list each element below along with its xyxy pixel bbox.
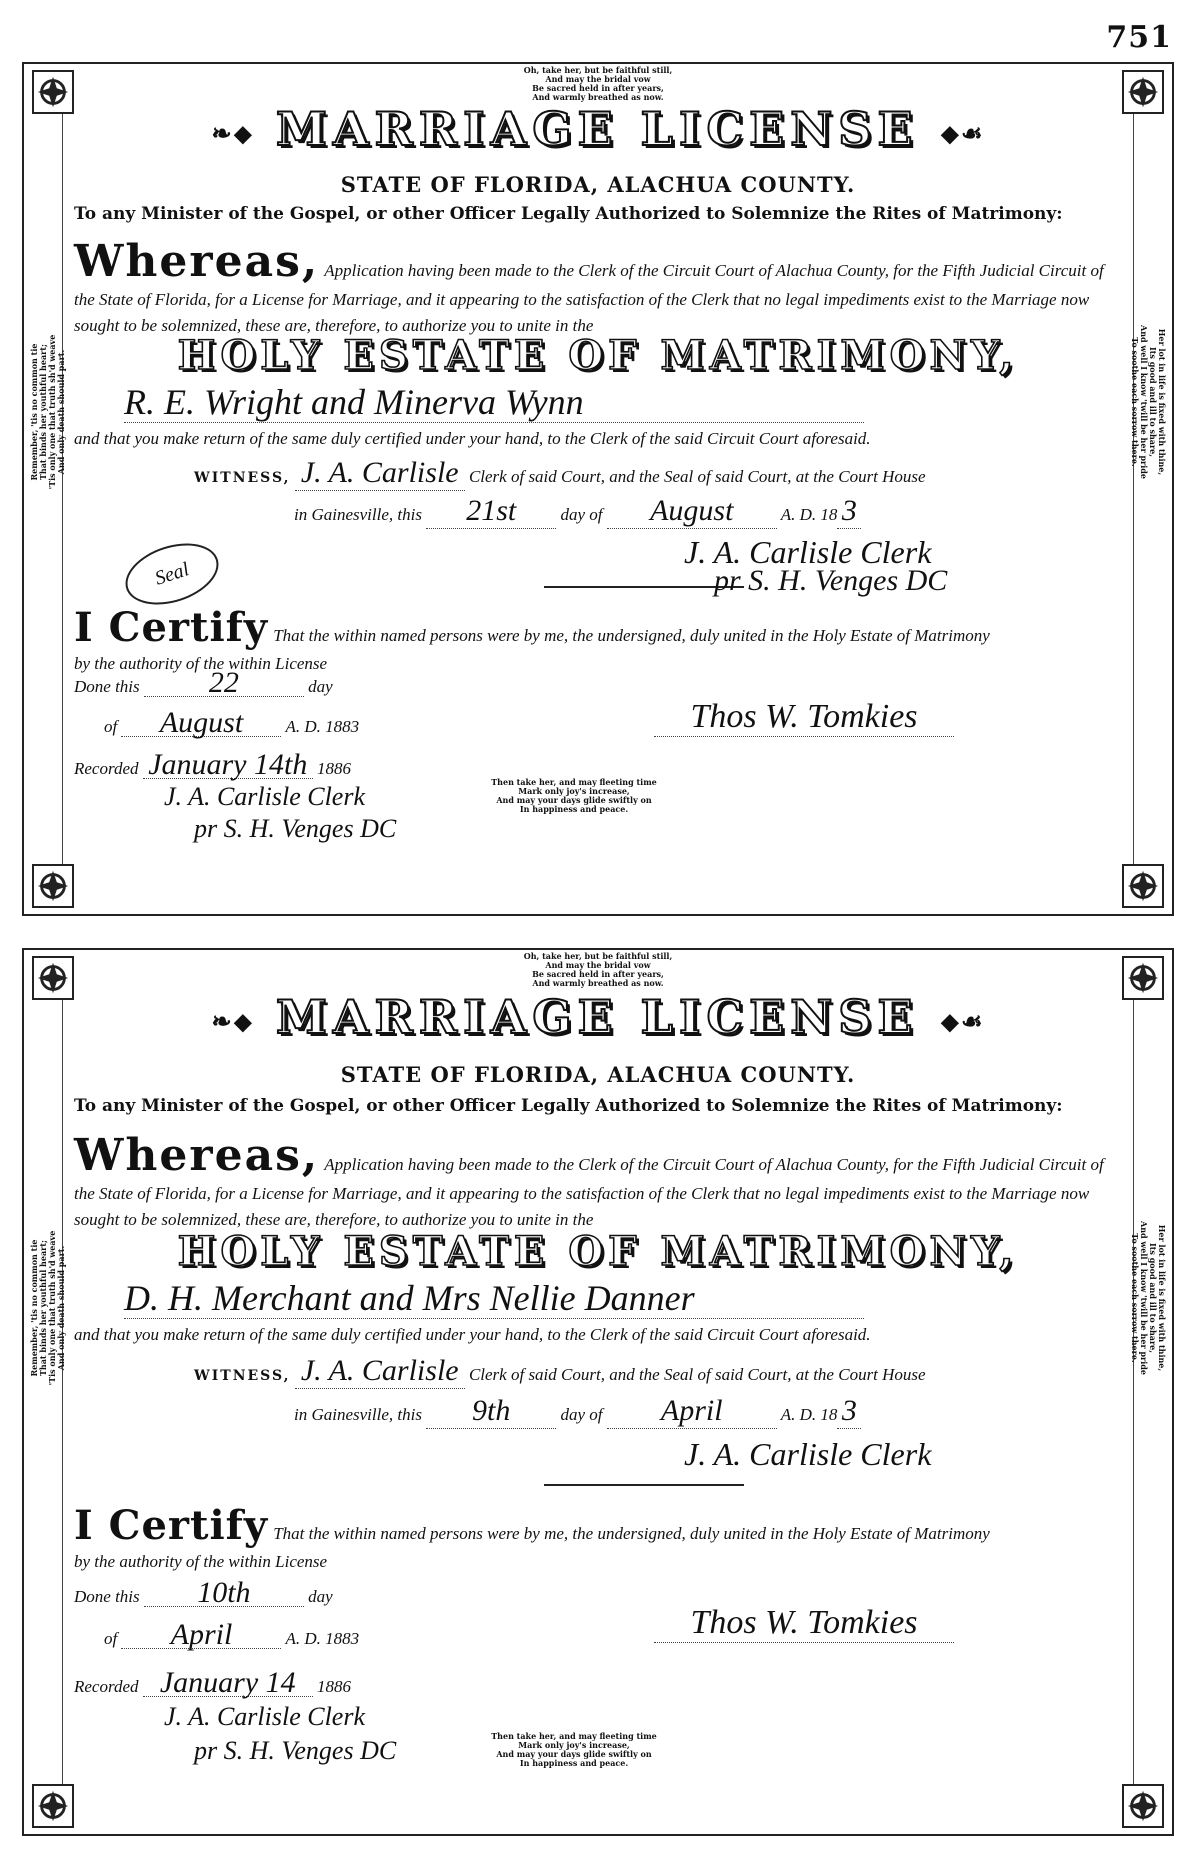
marriage-license-1 (22, 62, 1174, 916)
verse-line: And warmly breathed as now. (532, 92, 664, 102)
recorded-row (74, 1666, 352, 1700)
license-title (24, 990, 1172, 1044)
verse-right (1130, 322, 1166, 482)
of-text: of (104, 1629, 118, 1648)
certify-paragraph (74, 1502, 1122, 1575)
whereas-paragraph (74, 236, 1122, 339)
minister-signature: Thos W. Tomkies (654, 698, 954, 737)
license-title-text: MARRIAGE LICENSE (276, 102, 919, 156)
certify-word: I Certify (74, 1502, 269, 1549)
verse-line: In happiness and peace. (519, 804, 629, 814)
address-line: To any Minister of the Gospel, or other Officer Legally Authorized to Solemnize the Rites of Matrimony: (74, 204, 1063, 224)
recorded-year: 6 (342, 1677, 352, 1696)
address-line: To any Minister of the Gospel, or other Officer Legally Authorized to Solemnize the Rites of Matrimony: (74, 1096, 1063, 1116)
verse-left (30, 332, 66, 492)
verse-line: Her lot in life is fixed with thine, (1157, 1224, 1167, 1372)
certify-text: That the within named persons were by me, the undersigned, duly united in the Holy Estate of Matrimony (273, 1524, 990, 1543)
witness-signature: J. A. Carlisle (295, 1354, 465, 1389)
ornamental-rule (544, 1484, 744, 1486)
verse-line: Oh, take her, but be faithful still, (523, 65, 673, 75)
verse-line: And well I know 'twill be her pride (1139, 325, 1149, 479)
corner-ornament-icon (1122, 864, 1164, 908)
whereas-paragraph (74, 1130, 1122, 1233)
done-day-row (74, 666, 333, 700)
clerk-signature: J. A. Carlisle Clerk (684, 1436, 932, 1472)
verse-left (30, 1228, 66, 1388)
done-day: 22 (144, 670, 304, 697)
verse-line: Mark only joy's increase, (518, 1740, 630, 1750)
state-county-line: STATE OF FLORIDA, ALACHUA COUNTY. (340, 172, 856, 197)
ad-text: A. D. 18 (780, 505, 838, 524)
certify-text: That the within named persons were by me, the undersigned, duly united in the Holy Estate of Matrimony (273, 626, 990, 645)
done-day: 10th (144, 1580, 304, 1607)
title-ornament-icon: ◆☙ (940, 118, 985, 148)
recorded-year-prefix: 188 (317, 759, 343, 778)
done-month: April (121, 1622, 281, 1649)
recorded-year-prefix: 188 (317, 1677, 343, 1696)
verse-line: And may your days glide swiftly on (496, 795, 652, 805)
verse-bottom (474, 778, 674, 814)
ad-text: A. D. 18 (780, 1405, 838, 1424)
issue-year: 3 (837, 1394, 861, 1429)
witness-label: WITNESS, (194, 470, 291, 486)
witness-row (74, 456, 1122, 491)
day-of-text: day of (560, 505, 603, 524)
done-day-row (74, 1576, 333, 1610)
title-ornament-icon: ❧◆ (211, 1006, 255, 1036)
verse-line: Then take her, and may fleeting time (491, 777, 657, 787)
issue-year: 3 (837, 494, 861, 529)
recorded-clerk-signature: J. A. Carlisle Clerk (164, 782, 366, 811)
recorded-year: 6 (342, 759, 352, 778)
verse-line: And warmly breathed as now. (532, 978, 664, 988)
done-this-text: Done this (74, 677, 140, 696)
witness-row (74, 1354, 1122, 1389)
clerk-seal-text: Clerk of said Court, and the Seal of said Court, at the Court House (468, 1365, 926, 1384)
verse-line: And may the bridal vow (545, 960, 651, 970)
verse-line: Her lot in life is fixed with thine, (1157, 328, 1167, 476)
recorded-deputy-signature: pr S. H. Venges DC (194, 814, 397, 843)
recorded-date: January 14 (143, 1670, 313, 1697)
verse-top (478, 66, 718, 102)
clerk-seal-text: Clerk of said Court, and the Seal of said Court, at the Court House (468, 467, 926, 486)
license-title-text: MARRIAGE LICENSE (276, 990, 919, 1044)
witness-signature: J. A. Carlisle (295, 456, 465, 491)
done-month-row (74, 706, 360, 740)
recorded-row (74, 748, 352, 782)
witness-label: WITNESS, (194, 1368, 291, 1384)
verse-line: And well I know 'twill be her pride (1139, 1221, 1149, 1375)
state-county-line: STATE OF FLORIDA, ALACHUA COUNTY. (340, 1062, 856, 1087)
recorded-deputy-signature: pr S. H. Venges DC (194, 1736, 397, 1765)
verse-line: 'Tis only one that truth sh'd weave (47, 1230, 57, 1386)
minister-signature: Thos W. Tomkies (654, 1604, 954, 1643)
ad-short-text: A. D. 188 (285, 717, 351, 736)
verse-bottom (474, 1732, 674, 1768)
issue-day: 21st (426, 494, 556, 529)
return-text: and that you make return of the same duly certified under your hand, to the Clerk of the said Circuit Court aforesaid. (74, 429, 871, 448)
recorded-text: Recorded (74, 1677, 139, 1696)
clerk-signature: J. A. Carlisle Clerk (684, 534, 932, 570)
verse-line: Be sacred held in after years, (532, 969, 664, 979)
verse-top (478, 952, 718, 988)
issue-day: 9th (426, 1394, 556, 1429)
verse-line: And may your days glide swiftly on (496, 1749, 652, 1759)
whereas-word: Whereas, (74, 1130, 320, 1181)
deputy-signature: pr S. H. Venges DC (714, 564, 948, 597)
done-year: 3 (350, 717, 360, 736)
verse-line: That binds her youthful heart; (38, 343, 48, 481)
whereas-text: Application having been made to the Clerk of the Circuit Court of Alachua County, for the Fifth Judicial Circuit of the State of Florida, for a License for Marriage, and it appearing to the satisfaction of the Clerk that no legal impediments exist to the Marriage now sought to be solemnized, these are, therefore, to authorize you to unite in the (74, 1155, 1104, 1229)
authority-text: by the authority of the within License (74, 1552, 328, 1571)
corner-ornament-icon (1122, 1784, 1164, 1828)
city-text: in Gainesville, this (294, 505, 422, 524)
day-text: day (308, 677, 333, 696)
verse-line: Remember, 'tis no common tie (29, 343, 39, 481)
of-text: of (104, 717, 118, 736)
title-ornament-icon: ❧◆ (211, 118, 255, 148)
done-this-text: Done this (74, 1587, 140, 1606)
verse-right (1130, 1218, 1166, 1378)
recorded-clerk-signature: J. A. Carlisle Clerk (164, 1702, 366, 1731)
seal-mark: Seal (118, 533, 227, 616)
whereas-text: Application having been made to the Clerk of the Circuit Court of Alachua County, for the Fifth Judicial Circuit of the State of Florida, for a License for Marriage, and it appearing to the satisfaction of the Clerk that no legal impediments exist to the Marriage now sought to be solemnized, these are, therefore, to authorize you to unite in the (74, 261, 1104, 335)
couple-names: D. H. Merchant and Mrs Nellie Danner (124, 1278, 864, 1319)
verse-line: To soothe each sorrow there. (1130, 1233, 1140, 1363)
verse-line: And only death should part. (56, 1245, 66, 1371)
city-text: in Gainesville, this (294, 1405, 422, 1424)
return-text: and that you make return of the same duly certified under your hand, to the Clerk of the said Circuit Court aforesaid. (74, 1325, 871, 1344)
verse-line: Oh, take her, but be faithful still, (523, 951, 673, 961)
verse-line: Remember, 'tis no common tie (29, 1239, 39, 1377)
verse-line: And may the bridal vow (545, 74, 651, 84)
whereas-word: Whereas, (74, 236, 320, 287)
issue-month: August (607, 494, 777, 529)
corner-ornament-icon (32, 864, 74, 908)
verse-line: Be sacred held in after years, (532, 83, 664, 93)
certify-word: I Certify (74, 604, 269, 651)
holy-estate-heading: HOLY ESTATE OF MATRIMONY, (177, 332, 1019, 379)
recorded-text: Recorded (74, 759, 139, 778)
verse-line: That binds her youthful heart; (38, 1239, 48, 1377)
holy-estate-heading: HOLY ESTATE OF MATRIMONY, (177, 1228, 1019, 1275)
verse-line: Its good and ill to share, (1148, 1242, 1158, 1354)
ad-short-text: A. D. 188 (285, 1629, 351, 1648)
verse-line: 'Tis only one that truth sh'd weave (47, 334, 57, 490)
verse-line: And only death should part. (56, 349, 66, 475)
verse-line: To soothe each sorrow there. (1130, 337, 1140, 467)
marriage-license-2 (22, 948, 1174, 1836)
verse-line: Mark only joy's increase, (518, 786, 630, 796)
title-ornament-icon: ◆☙ (940, 1006, 985, 1036)
done-month-row (74, 1618, 360, 1652)
day-text: day (308, 1587, 333, 1606)
issue-date-row (294, 1394, 861, 1429)
corner-ornament-icon (32, 1784, 74, 1828)
verse-line: Its good and ill to share, (1148, 346, 1158, 458)
day-of-text: day of (560, 1405, 603, 1424)
couple-names: R. E. Wright and Minerva Wynn (124, 382, 864, 423)
recorded-date: January 14th (143, 752, 313, 779)
verse-line: In happiness and peace. (519, 1758, 629, 1768)
authority-text: by the authority of the within License (74, 654, 328, 673)
issue-date-row (294, 494, 861, 529)
issue-month: April (607, 1394, 777, 1429)
page-number: 751 (1106, 20, 1172, 55)
verse-line: Then take her, and may fleeting time (491, 1731, 657, 1741)
done-month: August (121, 710, 281, 737)
license-title (24, 102, 1172, 156)
done-year: 3 (350, 1629, 360, 1648)
